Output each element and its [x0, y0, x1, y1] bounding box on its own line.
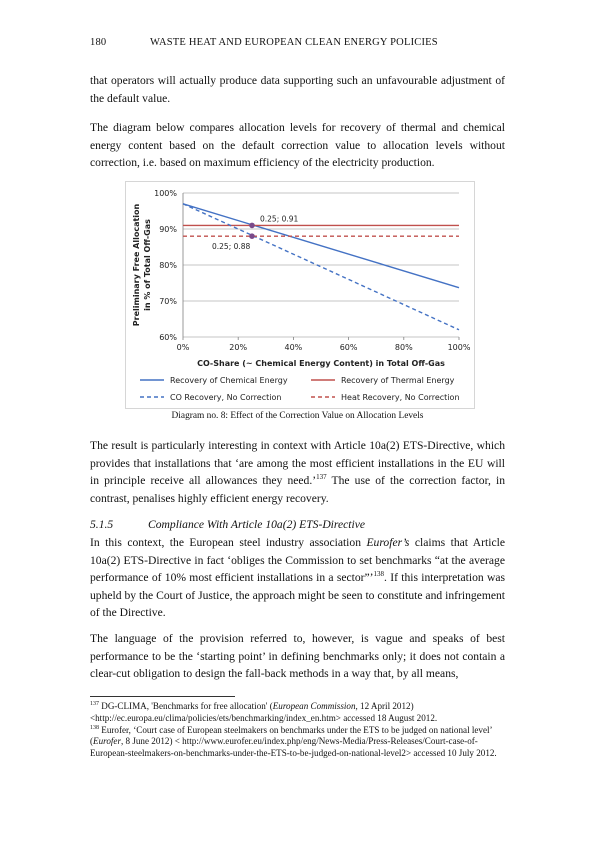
- diagram-caption: Diagram no. 8: Effect of the Correction Value on Allocation Levels: [171, 411, 424, 421]
- x-tick-label: 40%: [284, 343, 303, 352]
- section-title: Compliance With Article 10a(2) ETS-Directive: [148, 518, 366, 531]
- data-point-marker: [249, 233, 255, 239]
- x-axis-title: CO-Share (~ Chemical Energy Content) in Total Off-Gas: [197, 359, 445, 368]
- paragraph-1: that operators will actually produce data supporting such an unfavourable adjustment of the default value.: [90, 74, 505, 105]
- y-tick-label: 80%: [159, 261, 177, 270]
- paragraph-4-text-c: . If this interpretation was upheld by the Court of Justice, the approach might be seen to constitute and infringement of the Directive.: [90, 571, 506, 619]
- data-point-label: 0.25; 0.91: [260, 214, 299, 224]
- allocation-chart-svg: [126, 182, 474, 408]
- y-axis-title: in % of Total Off-Gas: [143, 219, 152, 311]
- footnote-text: Eurofer, ‘Court case of European steelmakers on benchmarks under the ETS to be judged on national level’ (: [90, 724, 492, 747]
- page-number: 180: [90, 37, 107, 48]
- paragraph-3-text: The result is particularly interesting in context with Article 10a(2) ETS-Directive, which provides that installations that ‘are among the most efficient installations in the EU will in principle receive all allowances they need.’: [90, 439, 505, 487]
- allocation-chart: [125, 181, 475, 409]
- running-title: WASTE HEAT AND EUROPEAN CLEAN ENERGY POLICIES: [150, 37, 438, 48]
- y-tick-label: 100%: [154, 189, 177, 198]
- paragraph-5: The language of the provision referred to, however, is vague and speaks of best performance to be the ‘starting point’ in defining benchmarks only; it does not contain a clear-cut obligation to design the fall-back methods in a way that, by all means,: [90, 632, 505, 680]
- legend-label: Heat Recovery, No Correction: [341, 393, 460, 402]
- paragraph-2: The diagram below compares allocation levels for recovery of thermal and chemical energy content based on the default correction value to allocation levels without correction, i.e. based on maximum efficiency of the electricity production.: [90, 121, 505, 169]
- x-tick-label: 0%: [176, 343, 190, 352]
- x-tick-label: 60%: [339, 343, 358, 352]
- legend-label: Recovery of Chemical Energy: [170, 376, 288, 385]
- x-tick-label: 20%: [229, 343, 248, 352]
- paragraph-4-text-b: claims that Article 10a(2) ETS-Directive in fact ‘obliges the Commission to set benchmarks “at the average performance of 10% most efficient installations in a sector”’: [90, 536, 505, 584]
- legend-label: Recovery of Thermal Energy: [341, 376, 455, 385]
- legend-label: CO Recovery, No Correction: [170, 393, 282, 402]
- footnote-text: , 8 June 2012) < http://www.eurofer.eu/index.php/eng/News-Media/Press-Releases/Court-case-of-European-steelmakers-on-benchmarks-under-the-ETS-to-be-judged-on-national-level2> accessed 10 July 2012.: [90, 736, 497, 759]
- paragraph-3: [90, 437, 505, 507]
- footnote-ref-137: 137: [316, 473, 327, 482]
- y-axis-title: Preliminary Free Allocation: [132, 203, 141, 327]
- footnote-text: 12 April 2012) <http://ec.europa.eu/clima/policies/ets/benchmarking/index_en.htm> accessed 18 August 2012.: [90, 701, 438, 723]
- footnote-text: DG-CLIMA, 'Benchmarks for free allocation' (: [99, 701, 273, 711]
- y-tick-label: 60%: [159, 333, 177, 342]
- y-tick-label: 70%: [159, 297, 177, 306]
- x-tick-label: 80%: [394, 343, 413, 352]
- footnote-divider: [90, 696, 235, 697]
- paragraph-3-text-after: The use of the correction factor, in contrast, penalises highly efficient energy recovery.: [90, 474, 506, 505]
- paragraph-4: [90, 534, 505, 622]
- section-number: 5.1.5: [90, 518, 114, 531]
- footnote-138: [90, 725, 505, 760]
- footnote-number: 138: [90, 724, 99, 731]
- footnote-ref-138: 138: [373, 570, 385, 579]
- y-tick-label: 90%: [159, 225, 177, 234]
- paragraph-4-text-a: In this context, the European steel industry association: [90, 536, 367, 549]
- footnote-137: [90, 701, 505, 725]
- x-tick-label: 100%: [447, 343, 471, 352]
- footnotes: [90, 701, 505, 760]
- data-point-marker: [249, 223, 255, 229]
- footnote-source: European Commission,: [272, 701, 358, 711]
- footnote-source: Eurofer: [93, 736, 121, 747]
- paragraph-4-entity: Eurofer’s: [366, 536, 410, 549]
- series-line: [183, 204, 459, 330]
- footnote-number: 137: [90, 700, 99, 707]
- data-point-label: 0.25; 0.88: [212, 242, 251, 252]
